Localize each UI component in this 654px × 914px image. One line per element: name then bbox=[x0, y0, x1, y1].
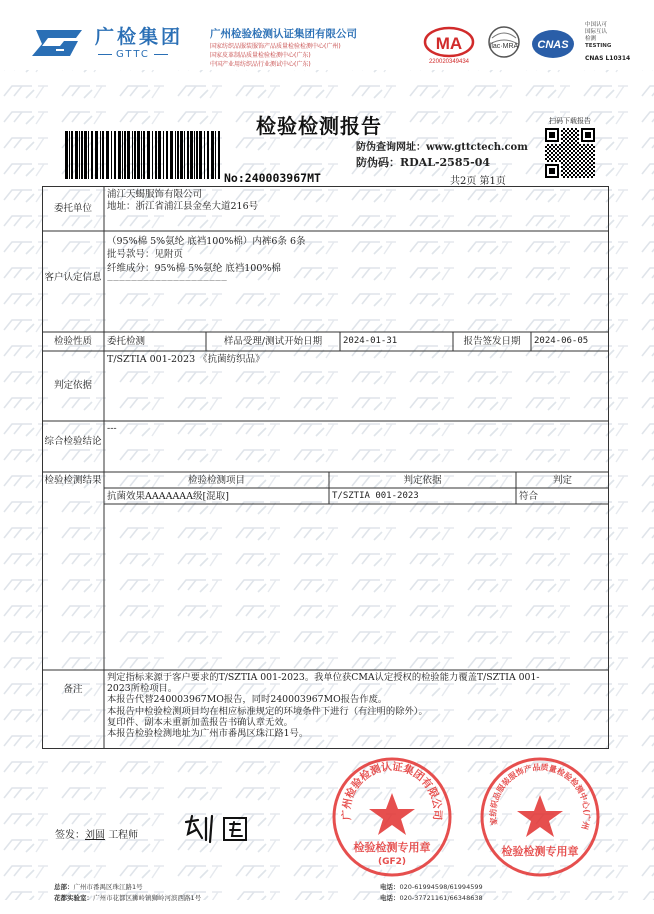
receive-date: 2024-01-31 bbox=[343, 336, 398, 346]
results-header-verdict: 判定 bbox=[552, 475, 572, 486]
svg-text:MA: MA bbox=[435, 34, 463, 53]
barcode-icon bbox=[63, 131, 223, 179]
customer-sample-line: （95%棉 5%氨纶 底裆100%棉）内裤6条 6条 bbox=[107, 236, 306, 247]
client-address: 地址：浙江省浦江县金垒大道216号 bbox=[107, 201, 259, 212]
client-name: 浦江天蝎服饰有限公司 bbox=[107, 189, 203, 200]
signer-name: 刘圆 bbox=[85, 830, 105, 841]
results-header-basis: 判定依据 bbox=[403, 475, 442, 486]
cnas-code: CNAS L10314 bbox=[585, 55, 631, 62]
remarks-label: 备注 bbox=[63, 684, 83, 695]
page-info: 共2页 第1页 bbox=[450, 176, 506, 187]
customer-batch-line: 批号款号：见附页 bbox=[107, 249, 184, 260]
svg-text:(GF2): (GF2) bbox=[377, 857, 407, 867]
svg-text:检验检测专用章: 检验检测专用章 bbox=[353, 841, 431, 854]
client-label: 委托单位 bbox=[53, 203, 92, 214]
svg-text:检验检测专用章: 检验检测专用章 bbox=[501, 845, 579, 858]
phone-number: 电话：020-37721161/66348638 bbox=[380, 894, 483, 902]
cma-mark-icon bbox=[423, 26, 475, 64]
issue-date: 2024-06-05 bbox=[534, 336, 589, 346]
issue-date-label: 报告签发日期 bbox=[463, 336, 521, 347]
report-title: 检验检测报告 bbox=[256, 114, 382, 138]
brand-name-cn: 广检集团 bbox=[95, 26, 184, 48]
organization-subtitle: 中国产业用纺织品行业测试中心(广东) bbox=[210, 61, 311, 68]
result-verdict: 符合 bbox=[519, 491, 539, 502]
svg-text:国家纺织品服装服饰产品质量检验检测中心(广州): 家纺织品服装服饰产品质量检验检测中心(广州 bbox=[488, 762, 592, 831]
lab-address: 花都实验室：广州市花都区狮岭镇狮岭河滨西路1号 bbox=[54, 894, 202, 902]
signature-line: 签发：刘圆 工程师 bbox=[55, 830, 139, 841]
organization-title: 广州检验检测认证集团有限公司 bbox=[210, 28, 357, 40]
official-seal-icon bbox=[478, 755, 602, 879]
organization-subtitle: 国家纺织品服装服饰产品质量检验检测中心(广州) bbox=[210, 43, 341, 50]
basis-value: T/SZTIA 001-2023 《抗菌纺织品》 bbox=[107, 354, 265, 365]
organization-subtitle: 国家皮革制品质量检验检测中心(广东) bbox=[210, 52, 311, 59]
conclusion-value: --- bbox=[107, 423, 117, 434]
qr-label: 扫码下载报告 bbox=[549, 117, 591, 125]
results-label: 检验检测结果 bbox=[44, 475, 102, 486]
anti-counterfeit-code: 防伪码：RDAL-2585-04 bbox=[356, 156, 491, 169]
phone-number: 电话：020-61994598/61994599 bbox=[380, 883, 483, 891]
customer-fiber-line: 纤维成分：95%棉 5%氨纶 底裆100%棉 bbox=[107, 263, 281, 274]
remarks-text: 判定指标来源于客户要求的T/SZTIA 001-2023。我单位获CMA认定授权的检验能力覆盖T/SZTIA 001- 2023所检项目。 本报告代替240003967MO报告，同时240003967MO报告作废。 本报告中检验检测项目均在相应标准规定的环境条件下进行（有注明的除外）。 复印件、副本未重新加盖报告书确认章无效。 本报告检验检测地址为广州市番禺区珠江路1号。 bbox=[107, 672, 540, 740]
handwritten-signature-icon bbox=[180, 812, 260, 846]
report-table bbox=[42, 186, 609, 749]
conclusion-label: 综合检验结论 bbox=[44, 436, 102, 447]
nature-value: 委托检测 bbox=[107, 336, 146, 347]
customer-info-label: 客户认定信息 bbox=[44, 272, 102, 283]
gttc-logo-icon bbox=[30, 26, 88, 60]
svg-text:ilac·MRA: ilac·MRA bbox=[489, 43, 519, 50]
receive-date-label: 样品受理/测试开始日期 bbox=[223, 336, 323, 347]
customer-divider: ———————————————————— bbox=[107, 277, 227, 284]
result-item: 抗菌效果AAAAAAA级[混取] bbox=[107, 491, 229, 502]
svg-text:CNAS: CNAS bbox=[537, 39, 569, 51]
qr-code-icon[interactable] bbox=[545, 128, 595, 178]
ilac-mra-mark-icon bbox=[484, 24, 524, 64]
official-seal-icon bbox=[330, 755, 454, 879]
basis-label: 判定依据 bbox=[53, 380, 92, 391]
brand-name-en: GTTC bbox=[98, 49, 168, 60]
query-url-link[interactable]: www.gttctech.com bbox=[426, 142, 528, 153]
query-website: 防伪查询网址：www.gttctech.com bbox=[356, 142, 528, 153]
result-basis: T/SZTIA 001-2023 bbox=[332, 491, 419, 501]
nature-label: 检验性质 bbox=[53, 336, 92, 347]
cnas-caption: 中国认可 国际互认 检测 TESTING bbox=[585, 22, 612, 49]
cnas-mark-icon bbox=[530, 26, 576, 62]
results-header-item: 检验检测项目 bbox=[187, 475, 245, 486]
hq-address: 总部：广州市番禺区珠江路1号 bbox=[54, 883, 143, 891]
svg-text:220020349434: 220020349434 bbox=[428, 59, 470, 64]
report-number: No:240003967MT bbox=[224, 171, 321, 185]
svg-text:广州检验检测认证集团有限公司: 广州检验检测认证集团有限公司 bbox=[340, 760, 444, 821]
